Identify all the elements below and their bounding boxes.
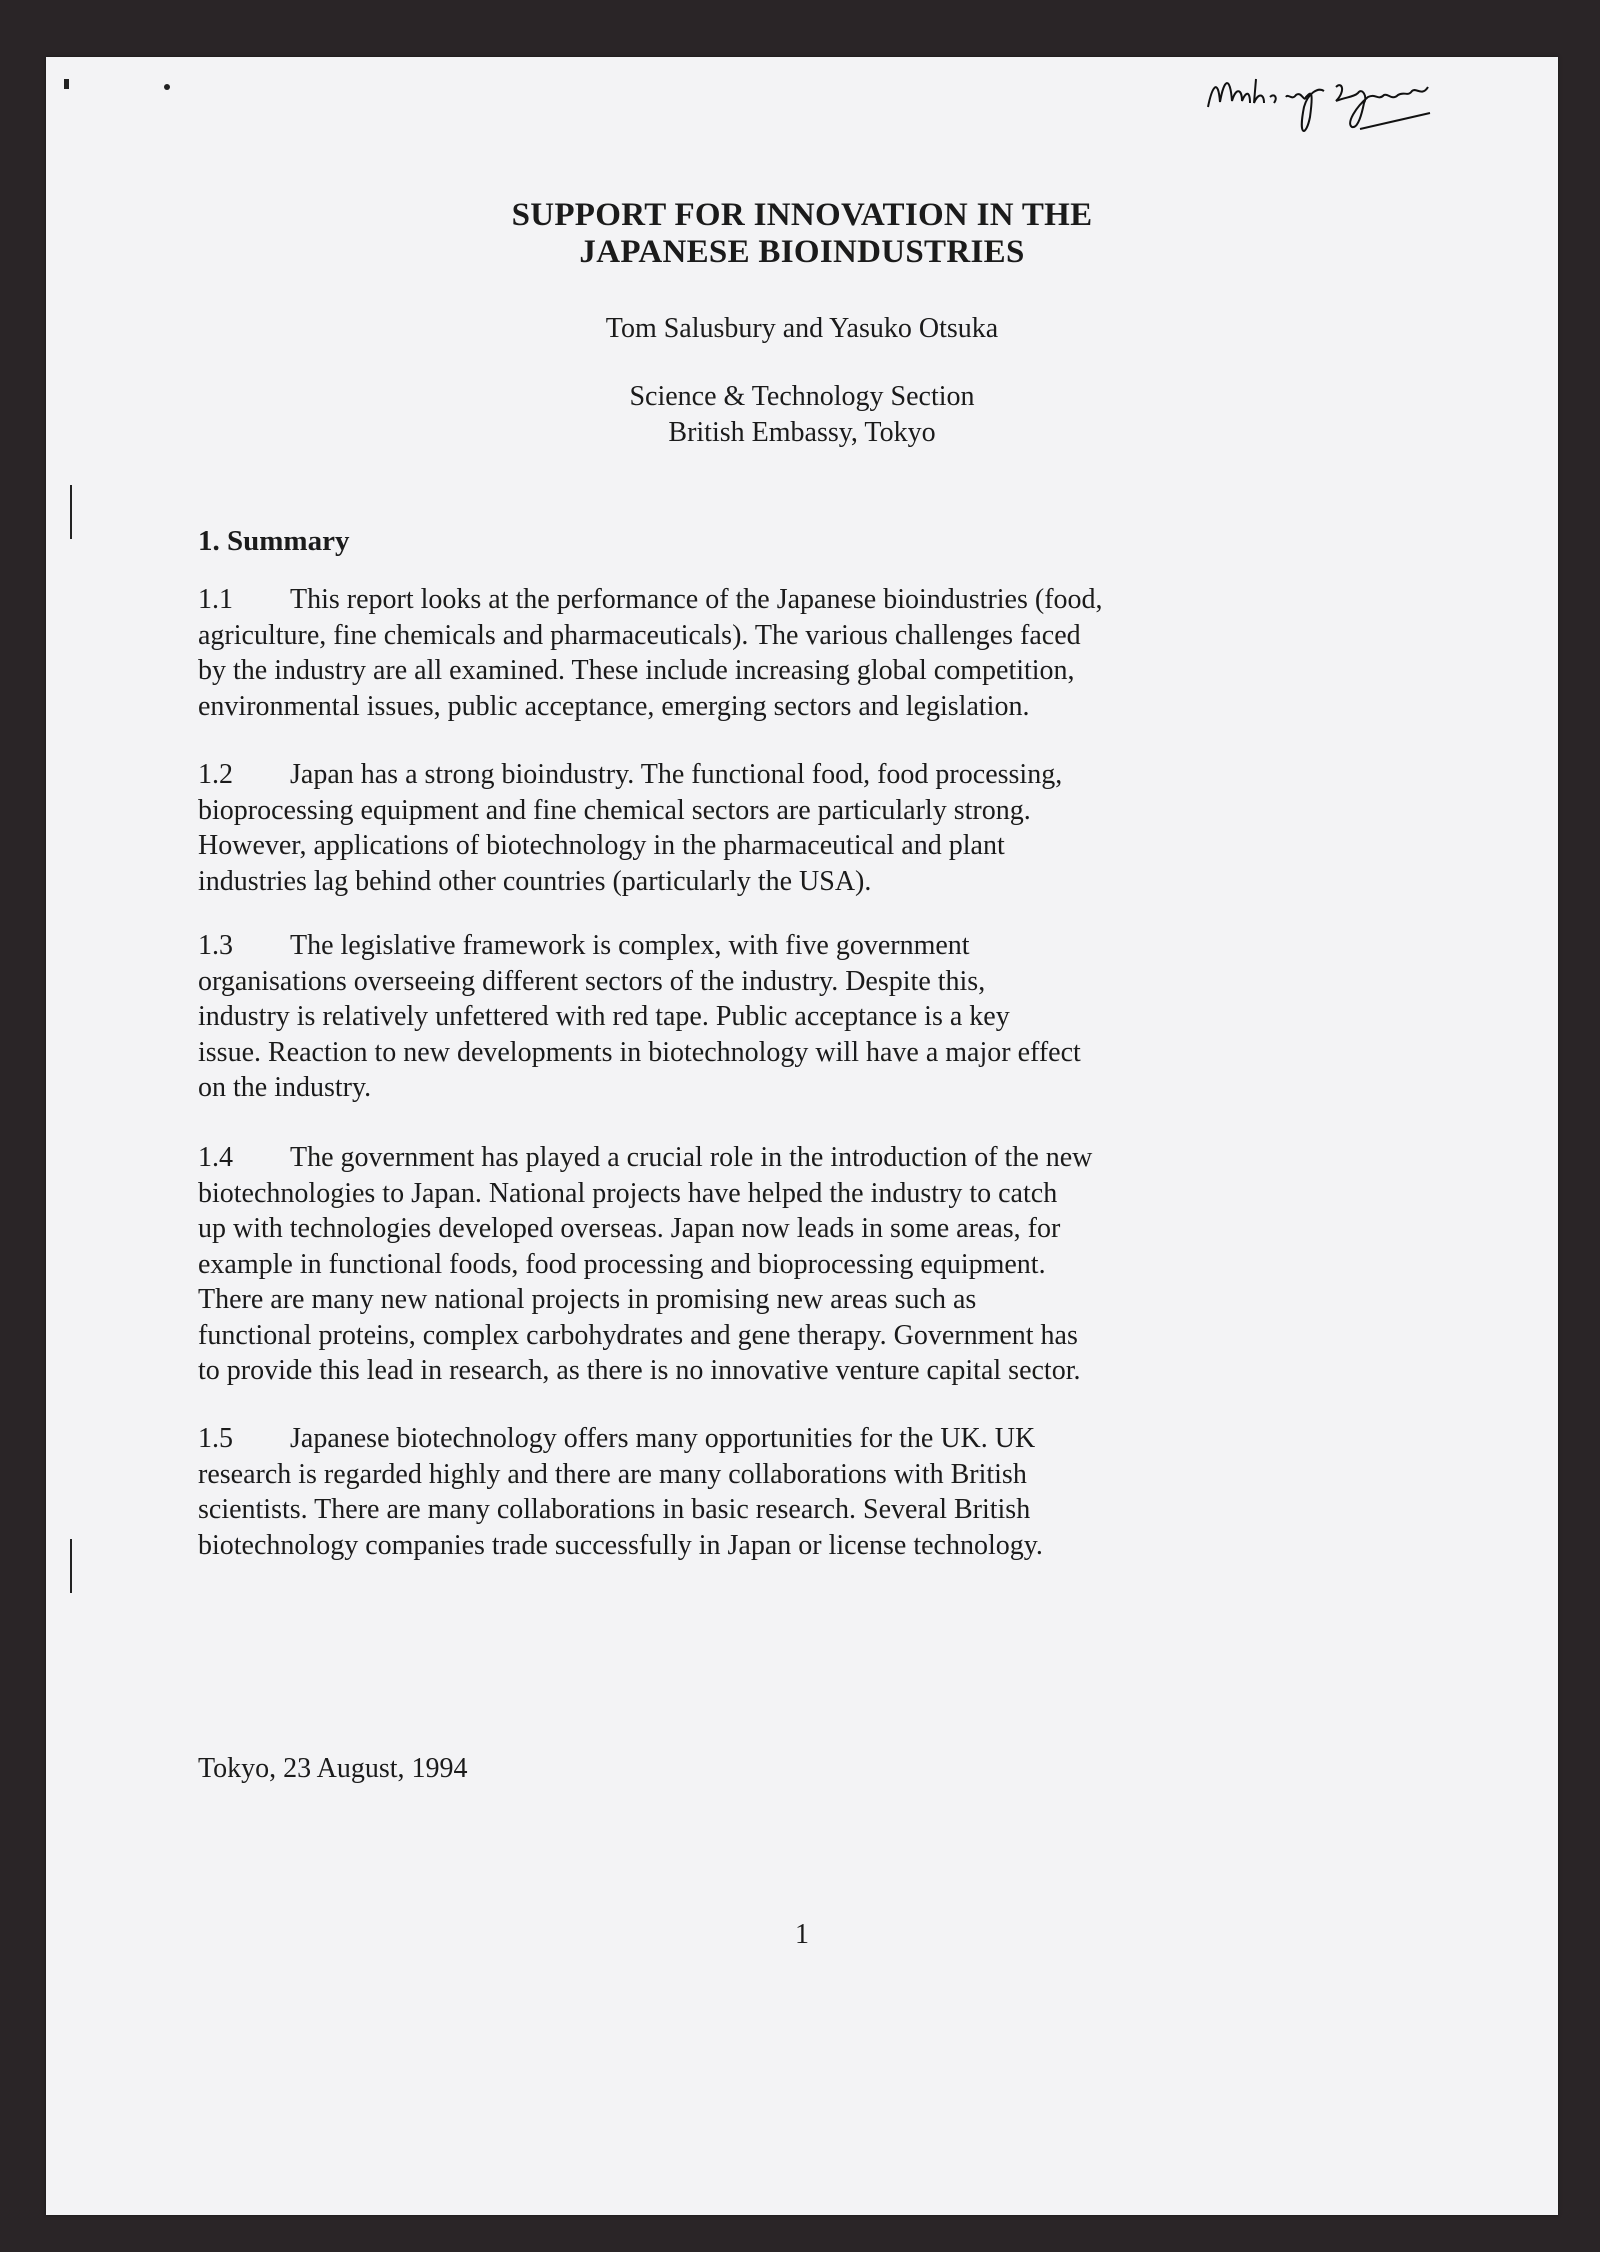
line-text: by the industry are all examined. These include increasing global competition, [198,655,1075,686]
line-text: biotechnology companies trade successfully in Japan or license technology. [198,1529,1043,1561]
summary-paragraph [198,757,1418,899]
title-line: SUPPORT FOR INNOVATION IN THE [511,197,1093,233]
paragraph-number: 1.4 [198,1142,233,1173]
line-text: industries lag behind other countries (particularly the USA). [198,865,872,897]
page-number: 1 [795,1919,809,1950]
line-text: agriculture, fine chemicals and pharmaceuticals). The various challenges faced [198,619,1081,651]
paragraph-line [198,1035,1418,1071]
paragraph-line [198,757,1418,793]
paragraph-line [198,1247,1418,1283]
paragraph-line [198,582,1418,618]
paragraph-line [198,864,1418,900]
line-text: example in functional foods, food processing and bioprocessing equipment. [198,1248,1046,1280]
paragraph-line [198,1528,1418,1564]
paragraph-line [198,653,1418,689]
line-text: Japanese biotechnology offers many opportunities for the UK. UK [290,1423,1036,1454]
line-text: There are many new national projects in promising new areas such as [198,1284,977,1315]
paragraph-line [198,1421,1418,1457]
paragraph-line [198,1318,1418,1354]
margin-line [70,485,72,539]
document-page [46,57,1558,2215]
paragraph-line [198,793,1418,829]
line-text: to provide this lead in research, as there is no innovative venture capital sector. [198,1355,1081,1386]
line-text: functional proteins, complex carbohydrates and gene therapy. Government has [198,1319,1078,1351]
summary-paragraph [198,1421,1418,1563]
line-text: environmental issues, public acceptance, emerging sectors and legislation. [198,690,1030,722]
line-text: This report looks at the performance of the Japanese bioindustries (food, [290,584,1103,615]
paragraph-number: 1.3 [198,930,233,961]
handwritten-signature [1146,57,1466,147]
line-text: biotechnologies to Japan. National projects have helped the industry to catch [198,1177,1058,1209]
paragraph-number: 1.2 [198,759,233,790]
affiliation-line: Science & Technology Section [629,381,975,412]
line-text: The government has played a crucial role in the introduction of the new [290,1142,1093,1173]
line-text: The legislative framework is complex, with five government [290,930,970,961]
paragraph-line [198,828,1418,864]
summary-paragraph [198,1140,1418,1389]
affiliation-line: British Embassy, Tokyo [668,417,936,448]
section-heading: 1. Summary [198,525,350,557]
paragraph-number: 1.5 [198,1423,233,1454]
margin-line [70,1539,72,1593]
line-text: Japan has a strong bioindustry. The functional food, food processing, [290,759,1063,790]
paragraph-line [198,964,1418,1000]
paragraph-line [198,1211,1418,1247]
paragraph-line [198,1353,1418,1389]
date-line: Tokyo, 23 August, 1994 [198,1753,468,1784]
paragraph-line [198,689,1418,725]
line-text: bioprocessing equipment and fine chemical sectors are particularly strong. [198,794,1031,826]
paragraph-line [198,1457,1418,1493]
line-text: research is regarded highly and there are many collaborations with British [198,1458,1027,1490]
summary-paragraph [198,928,1418,1106]
paragraph-line [198,618,1418,654]
document-title [46,197,1558,271]
paragraph-line [198,1140,1418,1176]
title-line: JAPANESE BIOINDUSTRIES [579,234,1025,270]
paragraph-line [198,999,1418,1035]
rust-mark [64,79,69,89]
paragraph-line [198,1176,1418,1212]
paragraph-line [198,928,1418,964]
line-text: However, applications of biotechnology in the pharmaceutical and plant [198,830,1005,861]
paragraph-line [198,1492,1418,1528]
summary-paragraph [198,582,1418,724]
paragraph-line [198,1282,1418,1318]
line-text: issue. Reaction to new developments in biotechnology will have a major effect [198,1036,1081,1068]
line-text: on the industry. [198,1072,372,1103]
affiliation [46,379,1558,451]
rust-mark [164,84,170,90]
line-text: scientists. There are many collaborations in basic research. Several British [198,1494,1031,1525]
line-text: industry is relatively unfettered with red tape. Public acceptance is a key [198,1001,1010,1032]
paragraph-line [198,1070,1418,1106]
line-text: up with technologies developed overseas. Japan now leads in some areas, for [198,1213,1061,1244]
authors: Tom Salusbury and Yasuko Otsuka [605,313,999,344]
paragraph-number: 1.1 [198,584,233,615]
line-text: organisations overseeing different sectors of the industry. Despite this, [198,965,986,997]
